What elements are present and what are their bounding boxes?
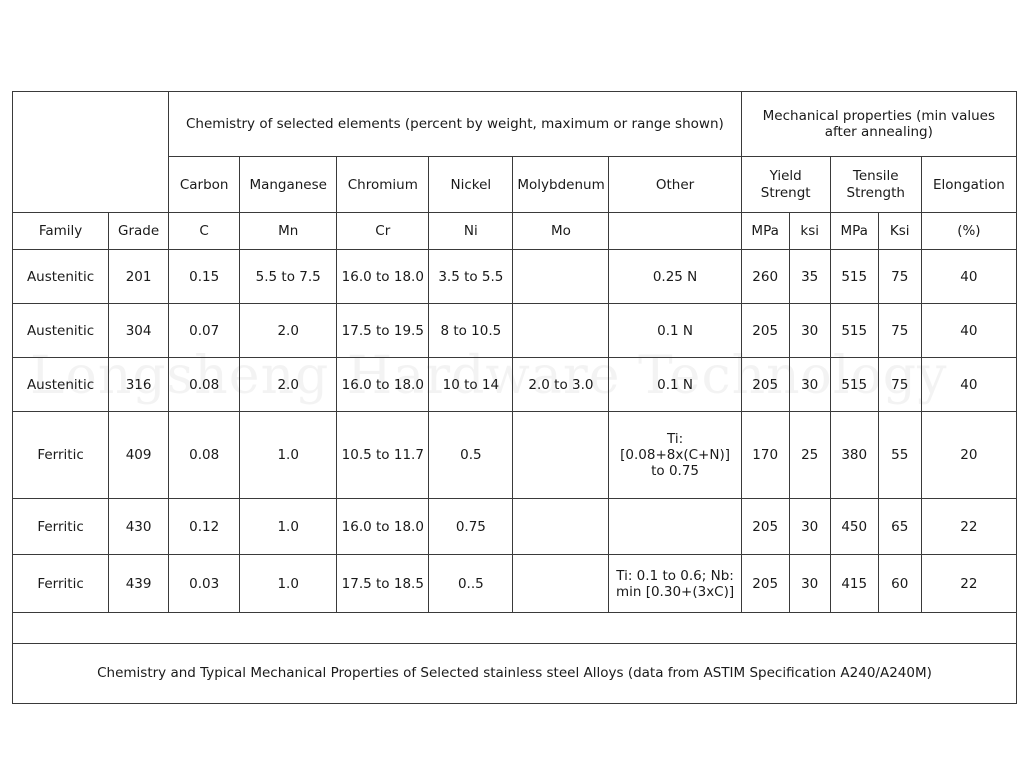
- cell-family: Austenitic: [13, 250, 109, 304]
- elongation-header: Elongation: [921, 157, 1016, 213]
- cell-ni: 0.75: [429, 499, 513, 555]
- cell-other: 0.25 N: [609, 250, 741, 304]
- cell-family: Ferritic: [13, 412, 109, 499]
- cell-ni: 3.5 to 5.5: [429, 250, 513, 304]
- cell-c: 0.12: [169, 499, 240, 555]
- element-name: Other: [609, 157, 741, 213]
- cell-tensile-ksi: 75: [878, 358, 921, 412]
- tensile-strength-header: Tensile Strength: [830, 157, 921, 213]
- cell-yield-mpa: 170: [741, 412, 789, 499]
- cell-yield-ksi: 30: [789, 358, 830, 412]
- table-caption: Chemistry and Typical Mechanical Properties of Selected stainless steel Alloys (data from ASTIM Specification A240/A240M): [13, 644, 1017, 704]
- cell-c: 0.03: [169, 555, 240, 613]
- table-row: [13, 412, 1017, 499]
- cell-yield-mpa: 205: [741, 358, 789, 412]
- cell-yield-mpa: 260: [741, 250, 789, 304]
- cell-c: 0.07: [169, 304, 240, 358]
- cell-c: 0.15: [169, 250, 240, 304]
- cell-grade: 409: [109, 412, 169, 499]
- table-row: [13, 499, 1017, 555]
- cell-c: 0.08: [169, 358, 240, 412]
- cell-cr: 16.0 to 18.0: [337, 250, 429, 304]
- cell-mo: [513, 250, 609, 304]
- cell-elongation: 40: [921, 304, 1016, 358]
- chemistry-group-header: Chemistry of selected elements (percent by weight, maximum or range shown): [169, 92, 742, 157]
- cell-elongation: 22: [921, 499, 1016, 555]
- cell-tensile-mpa: 450: [830, 499, 878, 555]
- element-name: Manganese: [240, 157, 337, 213]
- cell-mn: 5.5 to 7.5: [240, 250, 337, 304]
- cell-yield-ksi: 25: [789, 412, 830, 499]
- table-row: [13, 304, 1017, 358]
- cell-elongation: 20: [921, 412, 1016, 499]
- cell-yield-ksi: 30: [789, 499, 830, 555]
- cell-mn: 1.0: [240, 412, 337, 499]
- cell-cr: 17.5 to 18.5: [337, 555, 429, 613]
- cell-mn: 1.0: [240, 555, 337, 613]
- cell-ni: 0.5: [429, 412, 513, 499]
- cell-tensile-ksi: 60: [878, 555, 921, 613]
- cell-c: 0.08: [169, 412, 240, 499]
- family-header: Family: [13, 213, 109, 250]
- cell-other: 0.1 N: [609, 304, 741, 358]
- corner-cell: [13, 92, 169, 213]
- cell-ni: 10 to 14: [429, 358, 513, 412]
- cell-grade: 316: [109, 358, 169, 412]
- cell-yield-ksi: 30: [789, 304, 830, 358]
- element-name: Chromium: [337, 157, 429, 213]
- cell-cr: 17.5 to 19.5: [337, 304, 429, 358]
- data-body: [13, 250, 1017, 613]
- cell-family: Ferritic: [13, 555, 109, 613]
- yield-strength-header: Yield Strengt: [741, 157, 830, 213]
- cell-yield-mpa: 205: [741, 555, 789, 613]
- cell-cr: 16.0 to 18.0: [337, 358, 429, 412]
- cell-ni: 8 to 10.5: [429, 304, 513, 358]
- cell-family: Ferritic: [13, 499, 109, 555]
- cell-mn: 2.0: [240, 304, 337, 358]
- symbol-cell: [609, 213, 741, 250]
- cell-other: Ti: 0.1 to 0.6; Nb: min [0.30+(3xC)]: [609, 555, 741, 613]
- steel-properties-table: [12, 91, 1017, 704]
- cell-family: Austenitic: [13, 304, 109, 358]
- element-name: Molybdenum: [513, 157, 609, 213]
- cell-tensile-mpa: 515: [830, 358, 878, 412]
- symbol-row: [13, 213, 1017, 250]
- cell-elongation: 40: [921, 250, 1016, 304]
- caption-row: [13, 644, 1017, 704]
- cell-grade: 201: [109, 250, 169, 304]
- element-name: Nickel: [429, 157, 513, 213]
- cell-other: 0.1 N: [609, 358, 741, 412]
- unit-cell: ksi: [789, 213, 830, 250]
- empty-cell: [13, 613, 1017, 644]
- cell-yield-ksi: 35: [789, 250, 830, 304]
- cell-tensile-mpa: 515: [830, 304, 878, 358]
- table-row: [13, 555, 1017, 613]
- cell-yield-ksi: 30: [789, 555, 830, 613]
- cell-mo: [513, 304, 609, 358]
- unit-cell: MPa: [741, 213, 789, 250]
- unit-cell: MPa: [830, 213, 878, 250]
- cell-family: Austenitic: [13, 358, 109, 412]
- cell-grade: 430: [109, 499, 169, 555]
- cell-mo: [513, 412, 609, 499]
- cell-cr: 10.5 to 11.7: [337, 412, 429, 499]
- cell-yield-mpa: 205: [741, 304, 789, 358]
- cell-tensile-ksi: 55: [878, 412, 921, 499]
- cell-mn: 1.0: [240, 499, 337, 555]
- unit-cell: Ksi: [878, 213, 921, 250]
- symbol-cell: Mo: [513, 213, 609, 250]
- cell-tensile-mpa: 415: [830, 555, 878, 613]
- cell-yield-mpa: 205: [741, 499, 789, 555]
- cell-other: Ti: [0.08+8x(C+N)] to 0.75: [609, 412, 741, 499]
- symbol-cell: Mn: [240, 213, 337, 250]
- cell-elongation: 40: [921, 358, 1016, 412]
- cell-grade: 304: [109, 304, 169, 358]
- cell-cr: 16.0 to 18.0: [337, 499, 429, 555]
- cell-tensile-ksi: 65: [878, 499, 921, 555]
- group-header-row: [13, 92, 1017, 157]
- grade-header: Grade: [109, 213, 169, 250]
- symbol-cell: C: [169, 213, 240, 250]
- symbol-cell: Ni: [429, 213, 513, 250]
- cell-ni: 0..5: [429, 555, 513, 613]
- cell-tensile-mpa: 380: [830, 412, 878, 499]
- cell-mo: [513, 499, 609, 555]
- cell-grade: 439: [109, 555, 169, 613]
- cell-mo: 2.0 to 3.0: [513, 358, 609, 412]
- table-row: [13, 250, 1017, 304]
- cell-tensile-ksi: 75: [878, 304, 921, 358]
- cell-mn: 2.0: [240, 358, 337, 412]
- table-row: [13, 358, 1017, 412]
- spacer-row: [13, 613, 1017, 644]
- cell-elongation: 22: [921, 555, 1016, 613]
- cell-tensile-mpa: 515: [830, 250, 878, 304]
- cell-mo: [513, 555, 609, 613]
- cell-tensile-ksi: 75: [878, 250, 921, 304]
- element-name: Carbon: [169, 157, 240, 213]
- cell-other: [609, 499, 741, 555]
- unit-cell: (%): [921, 213, 1016, 250]
- mechanical-group-header: Mechanical properties (min values after annealing): [741, 92, 1016, 157]
- symbol-cell: Cr: [337, 213, 429, 250]
